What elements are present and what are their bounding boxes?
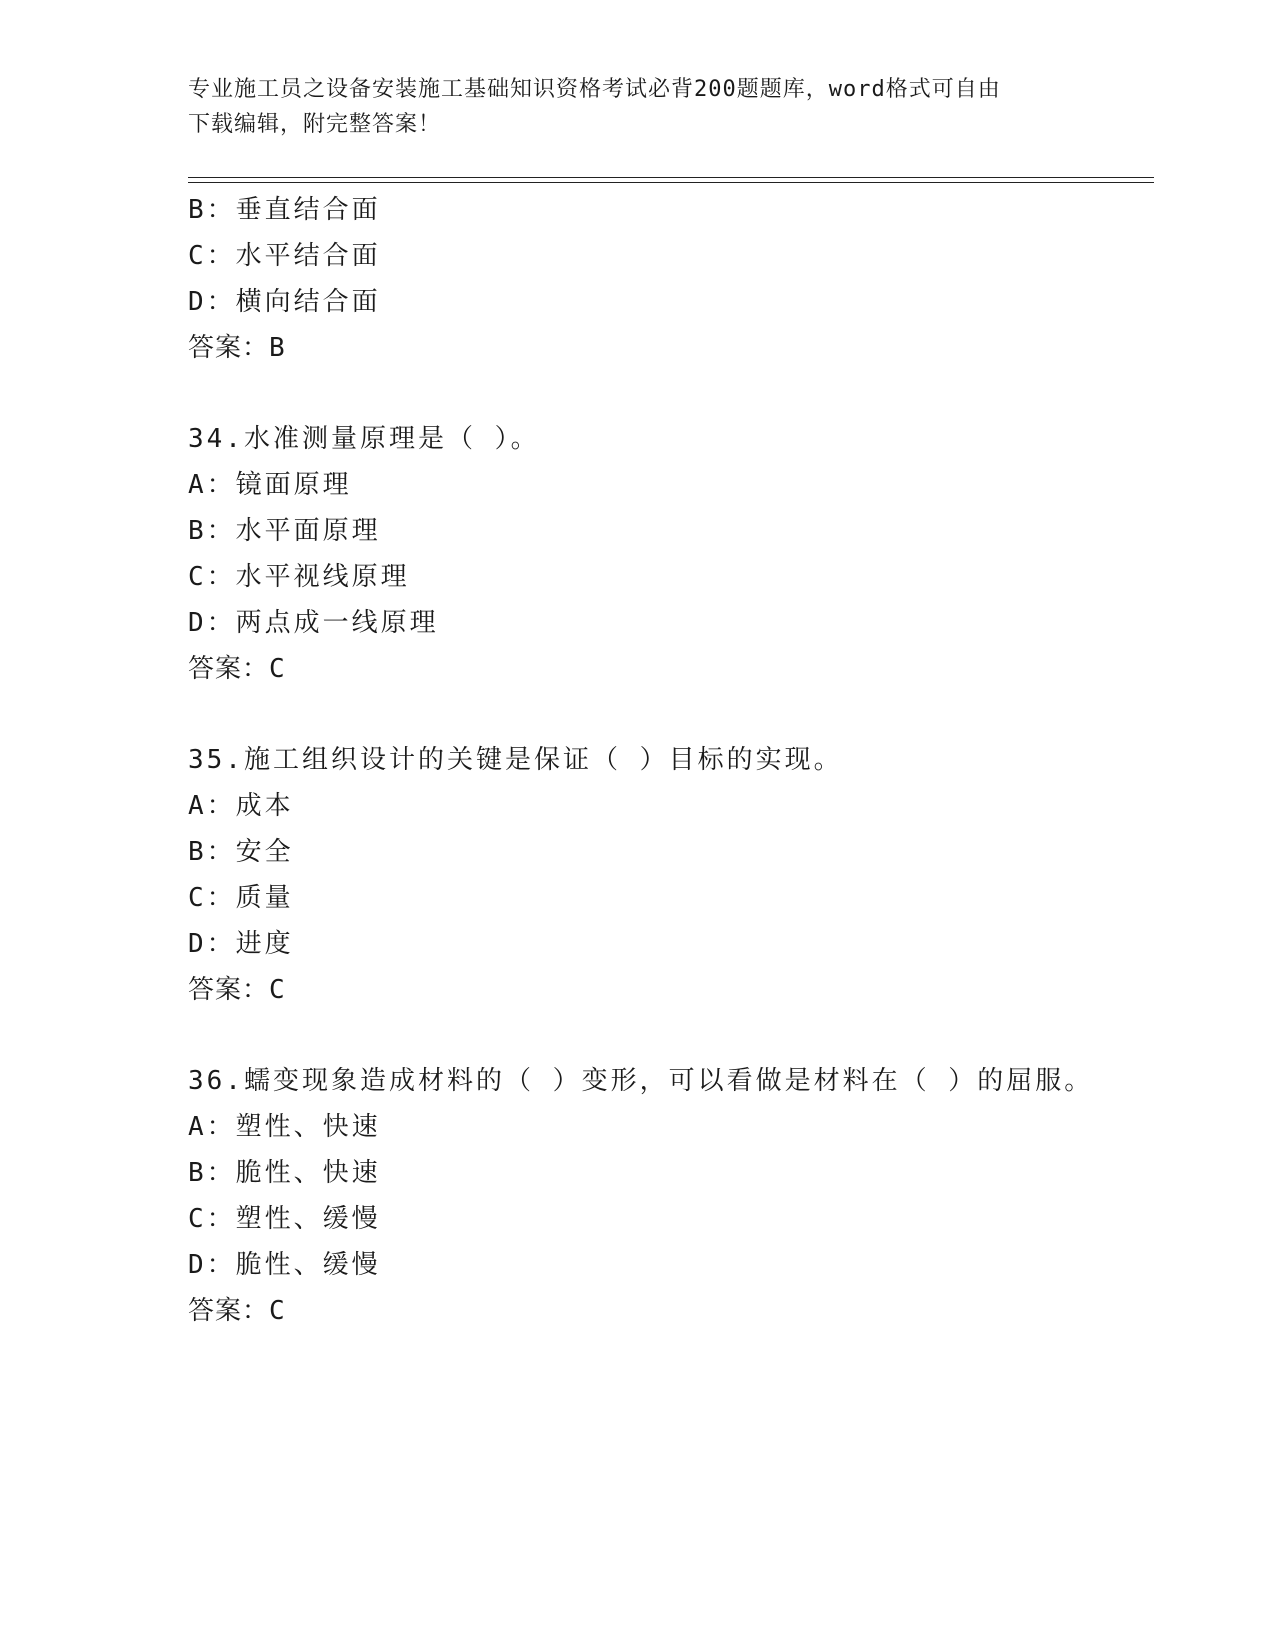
question-list [188, 187, 1148, 1334]
option-b: B：脆性、快速 [188, 1158, 381, 1188]
header-line-1: 专业施工员之设备安装施工基础知识资格考试必背200题题库，word格式可自由 [188, 77, 1001, 102]
option-c: C：水平视线原理 [188, 562, 410, 592]
option-a: A：镜面原理 [188, 470, 352, 500]
option-c: C：塑性、缓慢 [188, 1204, 381, 1234]
option-d: D：脆性、缓慢 [188, 1250, 381, 1280]
header-line-2: 下载编辑，附完整答案！ [188, 112, 442, 137]
answer-line: 答案：C [188, 654, 286, 684]
option-b: B：垂直结合面 [188, 195, 381, 225]
question-36 [188, 1058, 1148, 1334]
option-a: A：塑性、快速 [188, 1112, 381, 1142]
answer-line: 答案：B [188, 333, 286, 363]
document-header [188, 72, 1088, 142]
question-34 [188, 416, 1148, 692]
option-d: D：横向结合面 [188, 287, 381, 317]
option-d: D：进度 [188, 929, 294, 959]
question-text: 34.水准测量原理是（ ）。 [188, 424, 540, 454]
question-text: 35.施工组织设计的关键是保证（ ）目标的实现。 [188, 745, 843, 775]
option-d: D：两点成一线原理 [188, 608, 439, 638]
option-a: A：成本 [188, 791, 294, 821]
answer-line: 答案：C [188, 975, 286, 1005]
header-divider-top [188, 177, 1154, 178]
question-text: 36.蠕变现象造成材料的（ ）变形，可以看做是材料在（ ）的屈服。 [188, 1066, 1094, 1096]
question-33-continued [188, 187, 1148, 371]
option-c: C：质量 [188, 883, 294, 913]
option-b: B：安全 [188, 837, 294, 867]
question-35 [188, 737, 1148, 1013]
header-divider-bottom [188, 182, 1154, 183]
answer-line: 答案：C [188, 1296, 286, 1326]
option-c: C：水平结合面 [188, 241, 381, 271]
option-b: B：水平面原理 [188, 516, 381, 546]
